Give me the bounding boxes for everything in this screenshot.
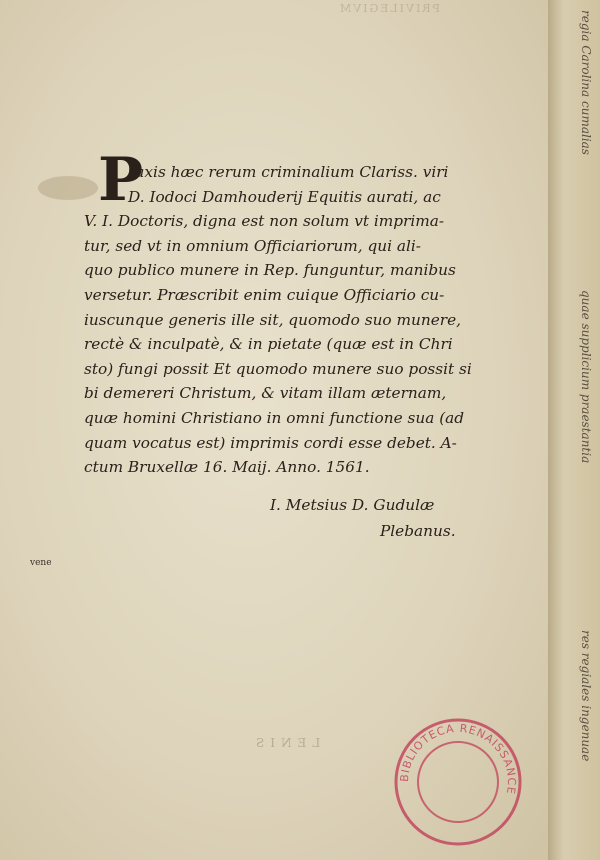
text-line: bi demereri Christum, & vitam illam æternam, <box>84 384 447 403</box>
text-line: rectè & inculpatè, & in pietate (quæ est in Chri <box>84 335 453 354</box>
drop-cap: P <box>98 145 144 215</box>
text-line: quæ homini Christiano in omni functione sua (ad <box>84 408 465 427</box>
edge-text: quae supplicium praestantia <box>579 290 593 464</box>
approval-text <box>84 160 504 480</box>
svg-text:BIBLIOTECA RENAISSANCE <box>398 722 518 796</box>
text-line: iuscunque generis ille sit, quomodo suo munere, <box>84 310 461 329</box>
text-line: tur, sed vt in omnium Officiariorum, qui ali- <box>84 236 421 255</box>
library-stamp <box>388 712 528 852</box>
text-line: versetur. Præscribit enim cuique Officiario cu- <box>84 285 445 304</box>
bleed-through-bottom: LENIS <box>250 736 321 750</box>
signature-title: Plebanus. <box>380 522 456 540</box>
signature-name: I. Metsius D. Gudulæ <box>270 496 435 514</box>
text-line: raxis hæc rerum criminalium Clariss. viri <box>128 163 449 181</box>
text-line: quo publico munere in Rep. funguntur, manibus <box>84 261 456 280</box>
edge-text: regia Carolina cumalias <box>579 10 593 155</box>
marginal-note: vene <box>30 558 52 568</box>
text-line: D. Iodoci Damhouderij Equitis aurati, ac <box>128 187 441 206</box>
adjacent-page-edge <box>548 0 600 860</box>
edge-text: res regiales ingenuae <box>579 630 593 762</box>
stamp-text: BIBLIOTECA RENAISSANCE <box>397 721 519 796</box>
text-line: sto) fungi possit Et quomodo munere suo possit si <box>84 359 472 378</box>
text-line: quam vocatus est) imprimis cordi esse debet. A- <box>84 433 457 452</box>
text-line: ctum Bruxellæ 16. Maij. Anno. 1561. <box>84 458 370 477</box>
bleed-through-text: PRIVILEGIVM <box>338 2 440 15</box>
text-line: V. I. Doctoris, digna est non solum vt imprima- <box>84 212 445 231</box>
